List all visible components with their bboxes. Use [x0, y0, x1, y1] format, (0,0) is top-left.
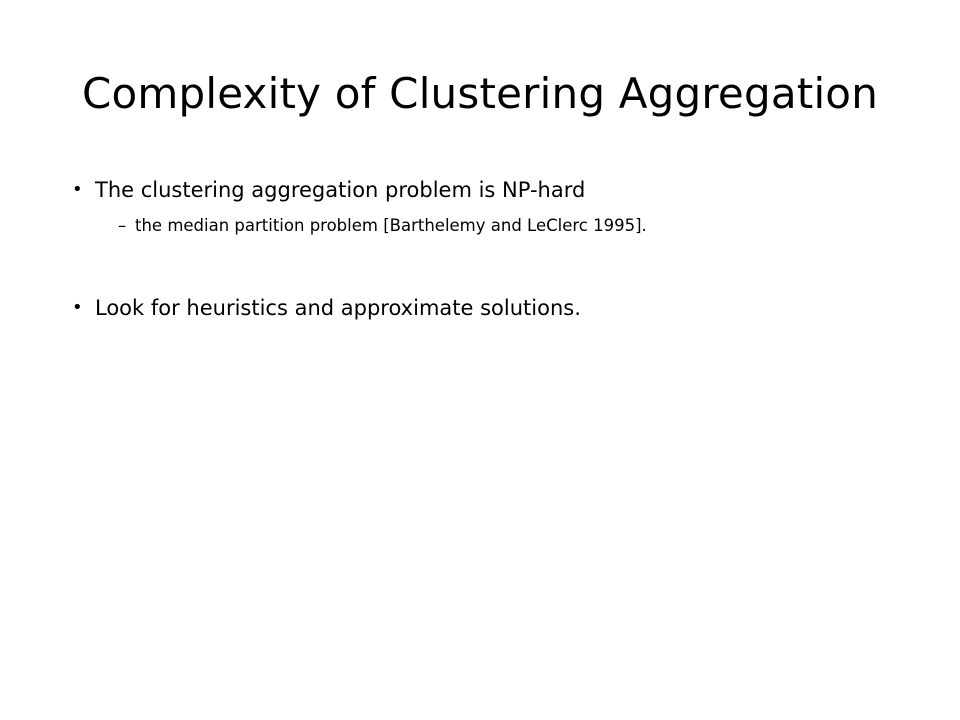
sub-bullet-text: the median partition problem [Barthelemy and LeClerc 1995]. [135, 216, 647, 235]
sub-bullet-marker: – [118, 216, 127, 235]
slide-title: Complexity of Clustering Aggregation [81, 69, 879, 118]
bullet-marker: • [72, 297, 83, 318]
bullet-marker: • [72, 179, 83, 200]
bullet-text: The clustering aggregation problem is NP-hard [95, 178, 586, 202]
bullet-text: Look for heuristics and approximate solutions. [95, 296, 581, 320]
spacer [72, 240, 902, 286]
bullet-item [72, 168, 902, 212]
sub-bullet-item [118, 212, 902, 240]
bullet-item [72, 286, 902, 330]
slide-body [72, 168, 902, 330]
